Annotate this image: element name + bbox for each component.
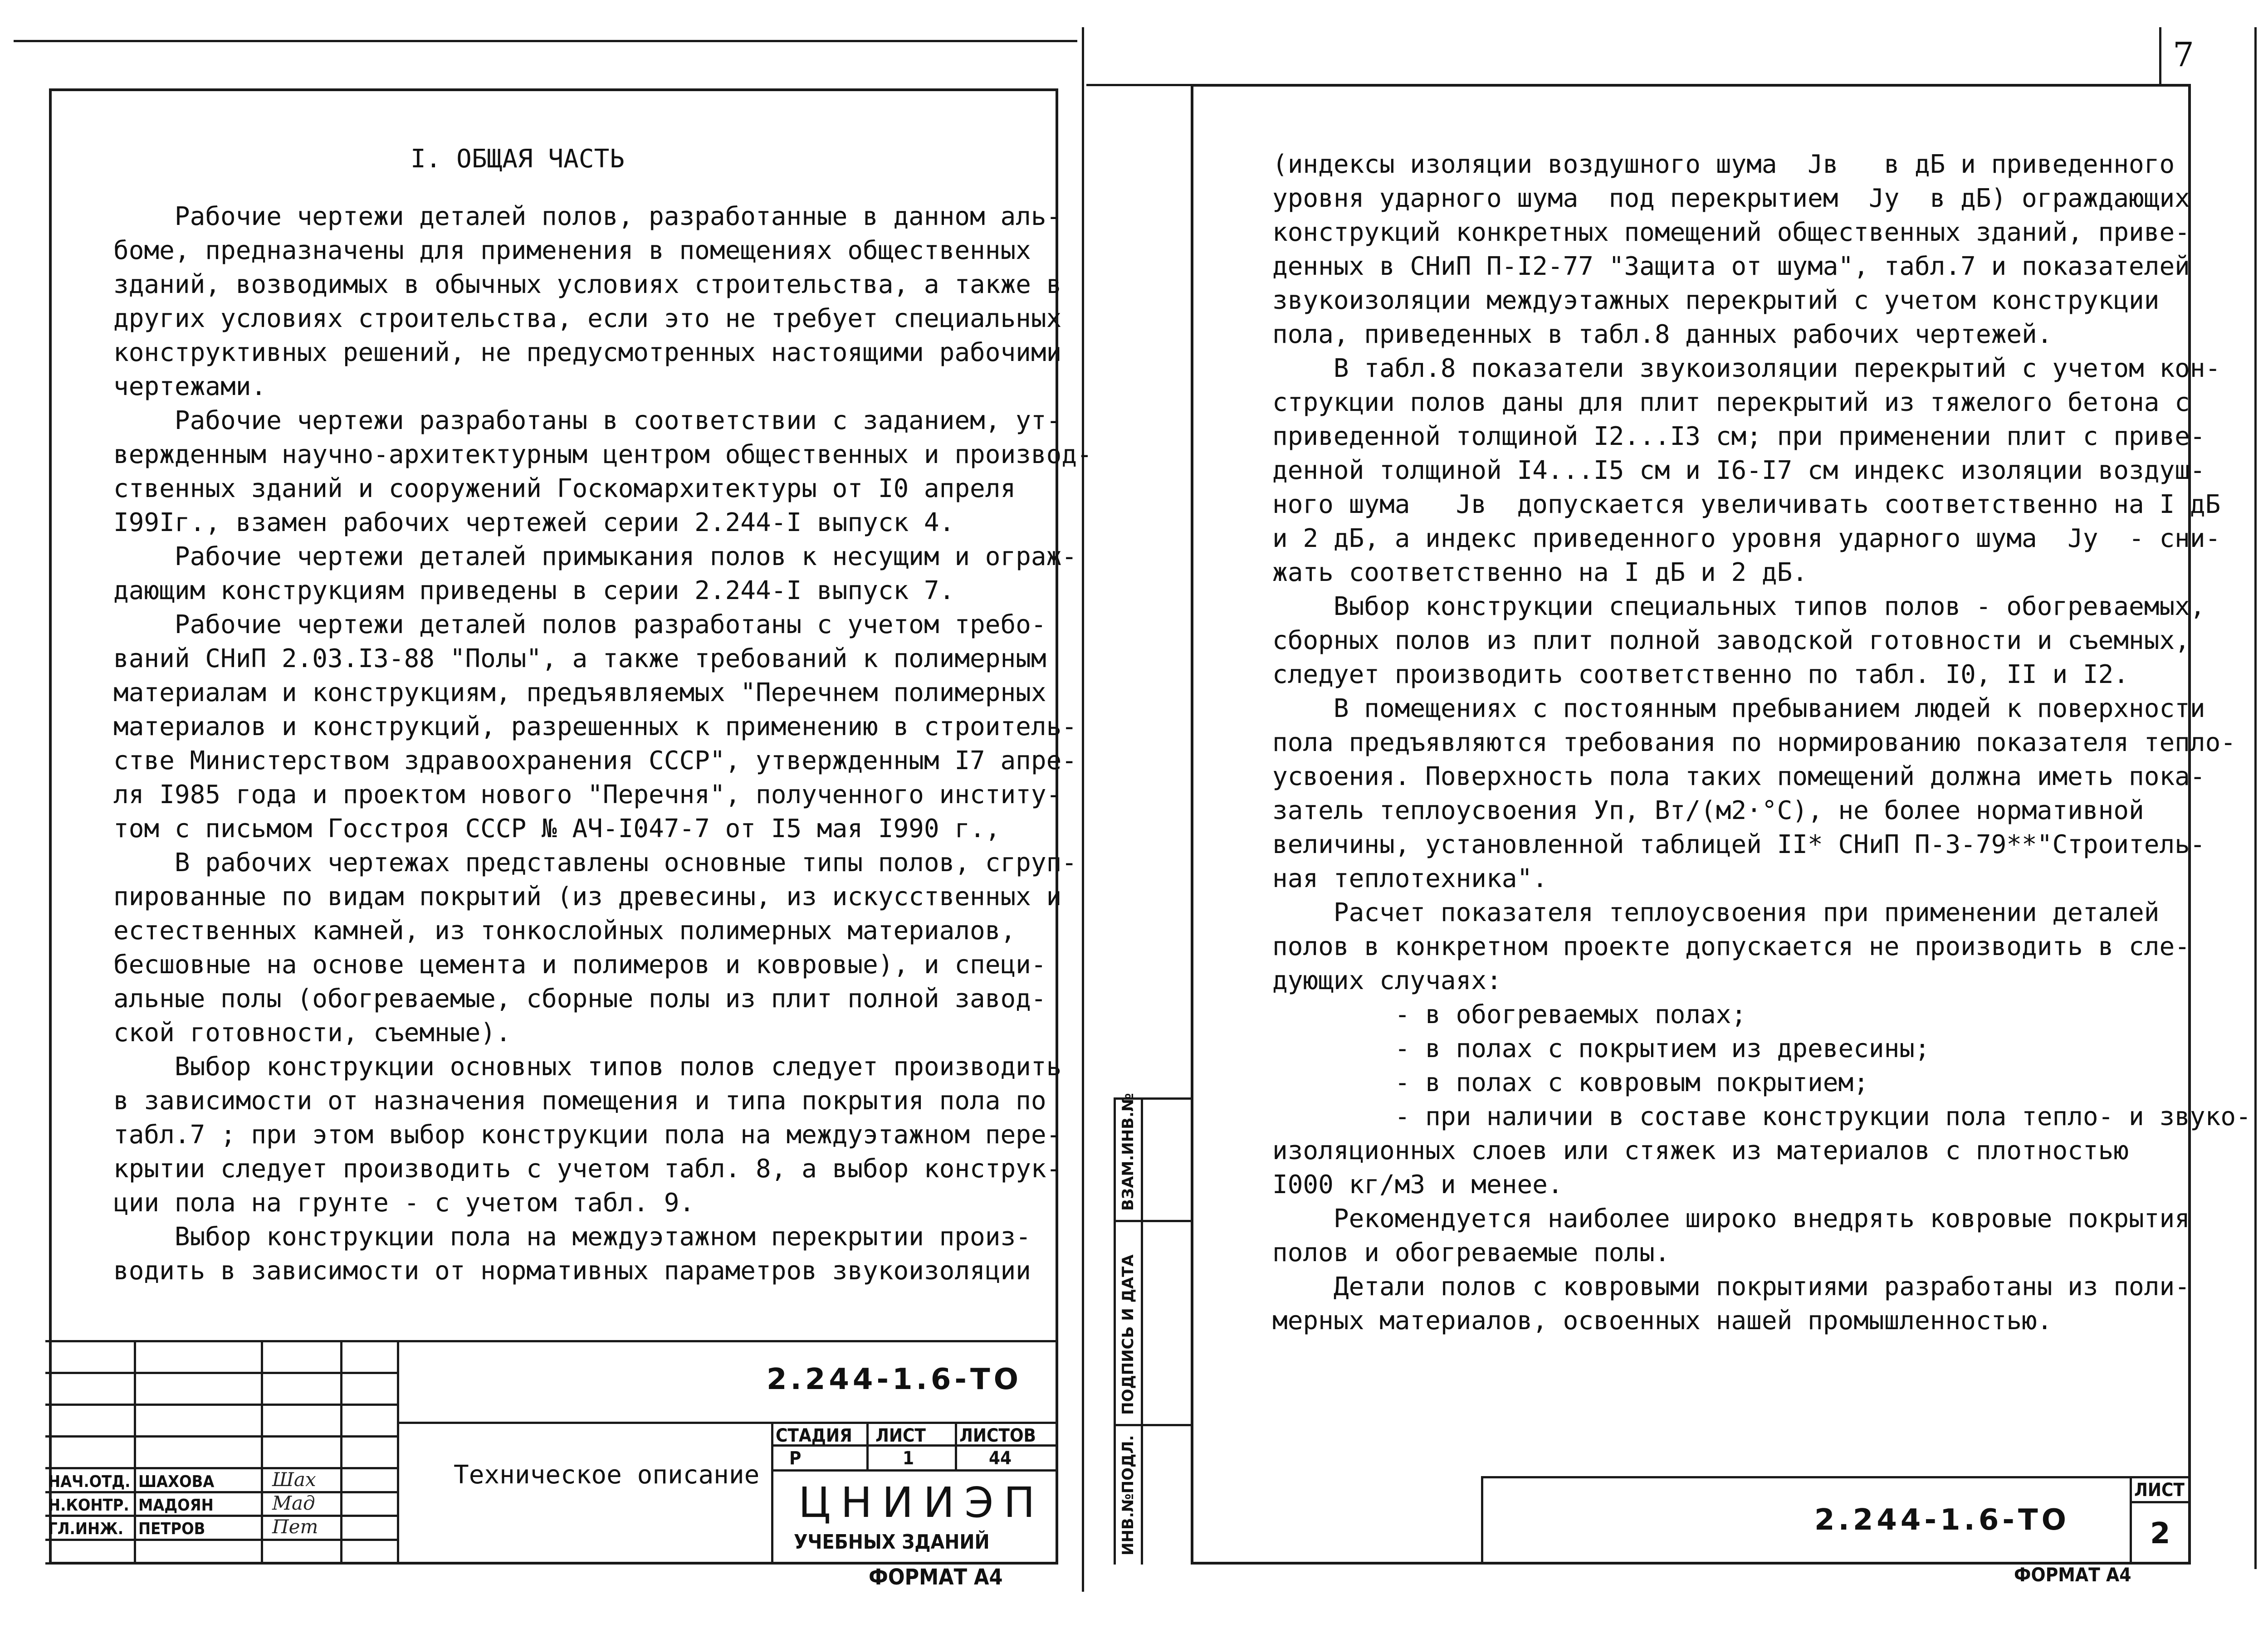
text-line: - при наличии в составе конструкции пола тепло- и звуко- bbox=[1272, 1102, 2251, 1131]
text-line: - в обогреваемых полах; bbox=[1272, 1000, 1747, 1029]
text-line: - в полах с покрытием из древесины; bbox=[1272, 1034, 1930, 1063]
text-line: (индексы изоляции воздушного шума Jв в дБ и приведенного bbox=[1272, 150, 2175, 179]
right-doc-code: 2.244-1.6-ТО bbox=[1814, 1503, 2070, 1537]
top-border-line-left bbox=[14, 40, 1077, 42]
sheets-value: 44 bbox=[989, 1448, 1012, 1469]
text-line: ской готовности, съемные). bbox=[113, 1018, 511, 1048]
stage-value: Р bbox=[789, 1448, 802, 1469]
text-line: жать соответственно на I дБ и 2 дБ. bbox=[1272, 558, 1808, 587]
name-1: ШАХОВА bbox=[138, 1472, 215, 1491]
text-line: боме, предназначены для применения в помещениях общественных bbox=[113, 236, 1031, 265]
side-label-replace-inv: ВЗАМ.ИНВ.№ bbox=[1119, 1093, 1137, 1211]
text-line: затель теплоусвоения Уп, Вт/(м2·°С), не более нормативной bbox=[1272, 796, 2144, 825]
right-format-label: ФОРМАТ А4 bbox=[2014, 1564, 2131, 1586]
role-3: ГЛ.ИНЖ. bbox=[48, 1520, 124, 1538]
org-name: ЦНИИЭП bbox=[798, 1478, 1045, 1527]
role-1: НАЧ.ОТД. bbox=[48, 1472, 131, 1491]
role-2: Н.КОНТР. bbox=[48, 1496, 129, 1515]
text-line: водить в зависимости от нормативных параметров звукоизоляции bbox=[113, 1256, 1031, 1286]
text-line: табл.7 ; при этом выбор конструкции пола на междуэтажном пере- bbox=[113, 1120, 1062, 1150]
signature-1: Шах bbox=[272, 1468, 316, 1491]
text-line: в зависимости от назначения помещения и типа покрытия пола по bbox=[113, 1086, 1046, 1116]
text-line: Выбор конструкции специальных типов полов - обогреваемых, bbox=[1272, 592, 2205, 621]
text-line: струкции полов даны для плит перекрытий из тяжелого бетона с bbox=[1272, 388, 2190, 417]
section-heading: I. ОБЩАЯ ЧАСТЬ bbox=[411, 144, 625, 174]
text-line: вержденным научно-архитектурным центром общественных и производ- bbox=[113, 440, 1092, 469]
right-sheet-label: ЛИСТ bbox=[2134, 1480, 2185, 1501]
col-stage-label: СТАДИЯ bbox=[776, 1425, 852, 1446]
text-line: денных в СНиП П-I2-77 "Защита от шума", табл.7 и показателей bbox=[1272, 252, 2190, 281]
text-line: том с письмом Госстроя СССР № АЧ-I047-7 от I5 мая I990 г., bbox=[113, 814, 1001, 843]
right-edge-line bbox=[2254, 27, 2257, 1569]
right-body-text bbox=[1272, 147, 2251, 1338]
text-line: уровня ударного шума под перекрытием Jу в дБ) ограждающих bbox=[1272, 184, 2190, 213]
text-line: крытии следует производить с учетом табл. 8, а выбор конструк- bbox=[113, 1154, 1062, 1184]
text-line: I99Iг., взамен рабочих чертежей серии 2.244-I выпуск 4. bbox=[113, 508, 955, 537]
text-line: дующих случаях: bbox=[1272, 966, 1502, 995]
left-title-block bbox=[45, 1340, 1058, 1565]
text-line: материалам и конструкциям, предъявляемых "Перечнем полимерных bbox=[113, 678, 1046, 707]
text-line: Детали полов с ковровыми покрытиями разработаны из поли- bbox=[1272, 1272, 2190, 1302]
right-title-block bbox=[1481, 1476, 2191, 1565]
text-line: естественных камней, из тонкослойных полимерных материалов, bbox=[113, 916, 1016, 946]
name-3: ПЕТРОВ bbox=[138, 1520, 205, 1538]
text-line: пированные по видам покрытий (из древесины, из искусственных и bbox=[113, 882, 1062, 912]
text-line: полов и обогреваемые полы. bbox=[1272, 1238, 1670, 1267]
text-line: приведенной толщиной I2...I3 см; при применении плит с приве- bbox=[1272, 422, 2205, 451]
left-format-label: ФОРМАТ А4 bbox=[869, 1565, 1003, 1590]
text-line: ваний СНиП 2.03.I3-88 "Полы", а также требований к полимерным bbox=[113, 644, 1046, 673]
text-line: ля I985 года и проектом нового "Перечня", полученного институ- bbox=[113, 780, 1062, 809]
text-line: Рабочие чертежи деталей полов, разработанные в данном аль- bbox=[113, 202, 1062, 231]
text-line: бесшовные на основе цемента и полимеров и ковровые), и специ- bbox=[113, 950, 1046, 980]
text-line: альные полы (обогреваемые, сборные полы из плит полной завод- bbox=[113, 984, 1046, 1014]
text-line: - в полах с ковровым покрытием; bbox=[1272, 1068, 1869, 1097]
col-sheets-label: ЛИСТОВ bbox=[959, 1425, 1036, 1446]
left-doc-code: 2.244-1.6-ТО bbox=[767, 1363, 1022, 1396]
org-subtitle: УЧЕБНЫХ ЗДАНИЙ bbox=[794, 1531, 990, 1554]
doc-title: Техническое описание bbox=[454, 1460, 760, 1490]
text-line: конструкций конкретных помещений общественных зданий, приве- bbox=[1272, 218, 2190, 247]
text-line: ции пола на грунте - с учетом табл. 9. bbox=[113, 1188, 695, 1218]
col-sheet-label: ЛИСТ bbox=[875, 1425, 926, 1446]
page-number-box-left bbox=[2159, 27, 2161, 86]
text-line: усвоения. Поверхность пола таких помещений должна иметь пока- bbox=[1272, 762, 2205, 791]
text-line: следует производить соответственно по табл. I0, II и I2. bbox=[1272, 660, 2129, 689]
text-line: Рабочие чертежи деталей полов разработаны с учетом требо- bbox=[113, 610, 1046, 639]
text-line: сборных полов из плит полной заводской готовности и съемных, bbox=[1272, 626, 2190, 655]
text-line: и 2 дБ, а индекс приведенного уровня ударного шума Jу - сни- bbox=[1272, 524, 2221, 553]
text-line: Расчет показателя теплоусвоения при применении деталей bbox=[1272, 898, 2160, 927]
text-line: конструктивных решений, не предусмотренных настоящими рабочими bbox=[113, 338, 1062, 367]
text-line: звукоизоляции междуэтажных перекрытий с учетом конструкции bbox=[1272, 286, 2160, 315]
signature-3: Пет bbox=[272, 1516, 318, 1538]
text-line: материалов и конструкций, разрешенных к применению в строитель- bbox=[113, 712, 1077, 741]
text-line: полов в конкретном проекте допускается не производить в сле- bbox=[1272, 932, 2190, 961]
text-line: ного шума Jв допускается увеличивать соответственно на I дБ bbox=[1272, 490, 2221, 519]
side-label-signature-date: ПОДПИСЬ И ДАТА bbox=[1119, 1254, 1137, 1415]
text-line: В рабочих чертежах представлены основные типы полов, сгруп- bbox=[113, 848, 1077, 877]
text-line: Выбор конструкции основных типов полов следует производить bbox=[113, 1052, 1062, 1082]
text-line: величины, установленной таблицей II* СНиП П-3-79**"Строитель- bbox=[1272, 830, 2205, 859]
text-line: ная теплотехника". bbox=[1272, 864, 1548, 893]
text-line: Рекомендуется наиболее широко внедрять ковровые покрытия bbox=[1272, 1204, 2190, 1233]
side-label-inv-original: ИНВ.№ПОДЛ. bbox=[1119, 1435, 1137, 1555]
text-line: пола, приведенных в табл.8 данных рабочих чертежей. bbox=[1272, 320, 2053, 349]
text-line: стве Министерством здравоохранения СССР", утвержденным I7 апре- bbox=[113, 746, 1077, 775]
text-line: мерных материалов, освоенных нашей промышленностью. bbox=[1272, 1306, 2053, 1336]
text-line: В табл.8 показатели звукоизоляции перекрытий с учетом кон- bbox=[1272, 354, 2221, 383]
text-line: Выбор конструкции пола на междуэтажном перекрытии произ- bbox=[113, 1222, 1031, 1252]
right-sheet-number: 2 bbox=[2150, 1517, 2170, 1550]
text-line: других условиях строительства, если это не требует специальных bbox=[113, 304, 1062, 333]
text-line: В помещениях с постоянным пребыванием людей к поверхности bbox=[1272, 694, 2205, 723]
text-line: ственных зданий и сооружений Госкомархитектуры от I0 апреля bbox=[113, 474, 1016, 503]
text-line: чертежами. bbox=[113, 372, 267, 401]
text-line: зданий, возводимых в обычных условиях строительства, а также в bbox=[113, 270, 1062, 299]
signature-2: Мад bbox=[272, 1492, 315, 1514]
text-line: дающим конструкциям приведены в серии 2.244-I выпуск 7. bbox=[113, 576, 955, 605]
side-strip bbox=[1114, 1093, 1191, 1565]
text-line: денной толщиной I4...I5 см и I6-I7 см индекс изоляции воздуш- bbox=[1272, 456, 2205, 485]
sheet-value: 1 bbox=[903, 1448, 914, 1469]
name-2: МАДОЯН bbox=[138, 1496, 214, 1515]
left-body-text bbox=[113, 200, 1092, 1288]
text-line: I000 кг/м3 и менее. bbox=[1272, 1170, 1563, 1199]
text-line: Рабочие чертежи деталей примыкания полов к несущим и ограж- bbox=[113, 542, 1077, 571]
text-line: пола предъявляются требования по нормированию показателя тепло- bbox=[1272, 728, 2236, 757]
text-line: Рабочие чертежи разработаны в соответствии с заданием, ут- bbox=[113, 406, 1062, 435]
text-line: изоляционных слоев или стяжек из материалов с плотностью bbox=[1272, 1136, 2129, 1165]
page-number: 7 bbox=[2173, 35, 2195, 74]
